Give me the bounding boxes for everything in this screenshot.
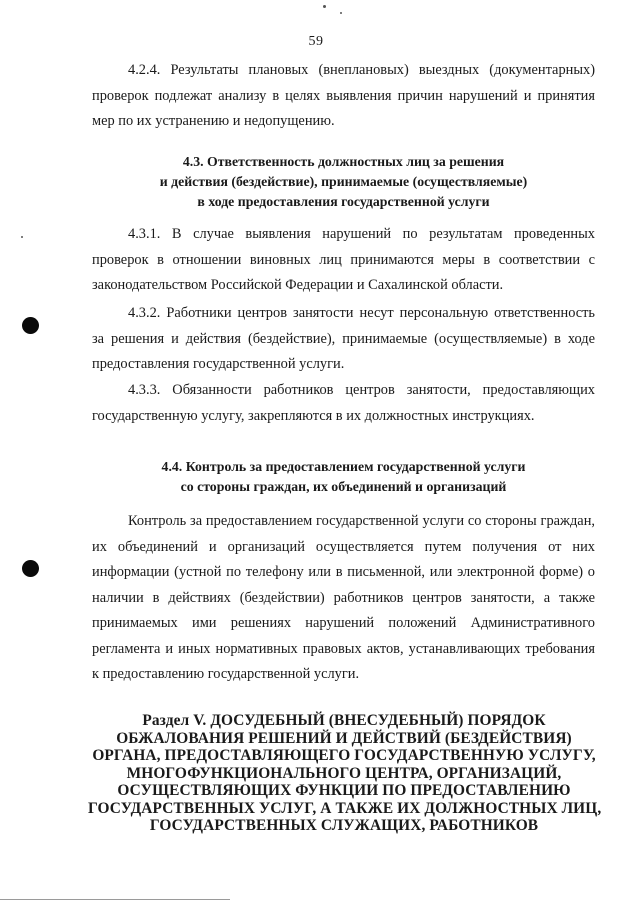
section-5-heading-line: ОБЖАЛОВАНИЯ РЕШЕНИЙ И ДЕЙСТВИЙ (БЕЗДЕЙСТВИЯ) <box>116 729 572 747</box>
punch-hole <box>22 317 39 334</box>
paragraph-4-3-3: 4.3.3. Обязанности работников центров занятости, предоставляющих государственную услугу, закрепляются в их должностных инструкциях. <box>92 382 595 424</box>
section-5-heading <box>88 712 600 835</box>
section-5-heading-line: ГОСУДАРСТВЕННЫХ УСЛУГ, А ТАКЖЕ ИХ ДОЛЖНОСТНЫХ ЛИЦ, <box>88 799 602 817</box>
section-5-heading-line: ОСУЩЕСТВЛЯЮЩИХ ФУНКЦИИ ПО ПРЕДОСТАВЛЕНИЮ <box>117 782 571 799</box>
page-number: 59 <box>308 34 324 49</box>
paragraph-4-3-1: 4.3.1. В случае выявления нарушений по результатам проведенных проверок в отношении виновных лиц принимаются меры в соответствии с законодательством Российской Федерации и Сахалинской области. <box>92 226 595 293</box>
heading-4-4-line: со стороны граждан, их объединений и организаций <box>180 479 507 494</box>
section-5-heading-line: ОРГАНА, ПРЕДОСТАВЛЯЮЩЕГО ГОСУДАРСТВЕННУЮ УСЛУГУ, <box>92 747 596 764</box>
heading-4-4-line: 4.4. Контроль за предоставлением государственной услуги <box>161 459 526 474</box>
heading-4-3-line: в ходе предоставления государственной услуги <box>197 194 490 209</box>
section-5-heading-line: МНОГОФУНКЦИОНАЛЬНОГО ЦЕНТРА, ОРГАНИЗАЦИЙ, <box>126 764 562 782</box>
heading-4-3-line: и действия (бездействие), принимаемые (осуществляемые) <box>159 174 528 189</box>
scan-speck <box>340 12 342 14</box>
heading-4-4 <box>92 457 595 497</box>
paragraph-4-2-4: 4.2.4. Результаты плановых (внеплановых) выездных (документарных) проверок подлежат анализу в целях выявления причин нарушений и принятия мер по их устранению и недопущению. <box>92 62 595 129</box>
paragraph-4-3-2: 4.3.2. Работники центров занятости несут персональную ответственность за решения и действия (бездействие), принимаемые (осуществляемые) в ходе предоставления государственной услуги. <box>92 305 595 372</box>
scan-speck <box>21 236 23 238</box>
heading-4-3 <box>92 152 595 212</box>
scan-edge-mark <box>0 899 230 900</box>
punch-hole <box>22 560 39 577</box>
heading-4-3-line: 4.3. Ответственность должностных лиц за решения <box>182 154 505 169</box>
paragraph-4-4: Контроль за предоставлением государственной услуги со стороны граждан, их объединений и организаций осуществляется путем получения от них информации (устной по телефону или в письменной, или электронной форме) о наличии в действиях (бездействии) работников центров занятости, а также принимаемых ими решениях нарушений положений Административного регламента и иных нормативных правовых актов, устанавливающих требования к предоставлению государственной услуги. <box>92 513 595 682</box>
section-5-heading-line: ГОСУДАРСТВЕННЫХ СЛУЖАЩИХ, РАБОТНИКОВ <box>149 817 539 834</box>
section-5-heading-line: Раздел V. ДОСУДЕБНЫЙ (ВНЕСУДЕБНЫЙ) ПОРЯДОК <box>142 712 546 729</box>
scan-speck <box>323 5 326 8</box>
